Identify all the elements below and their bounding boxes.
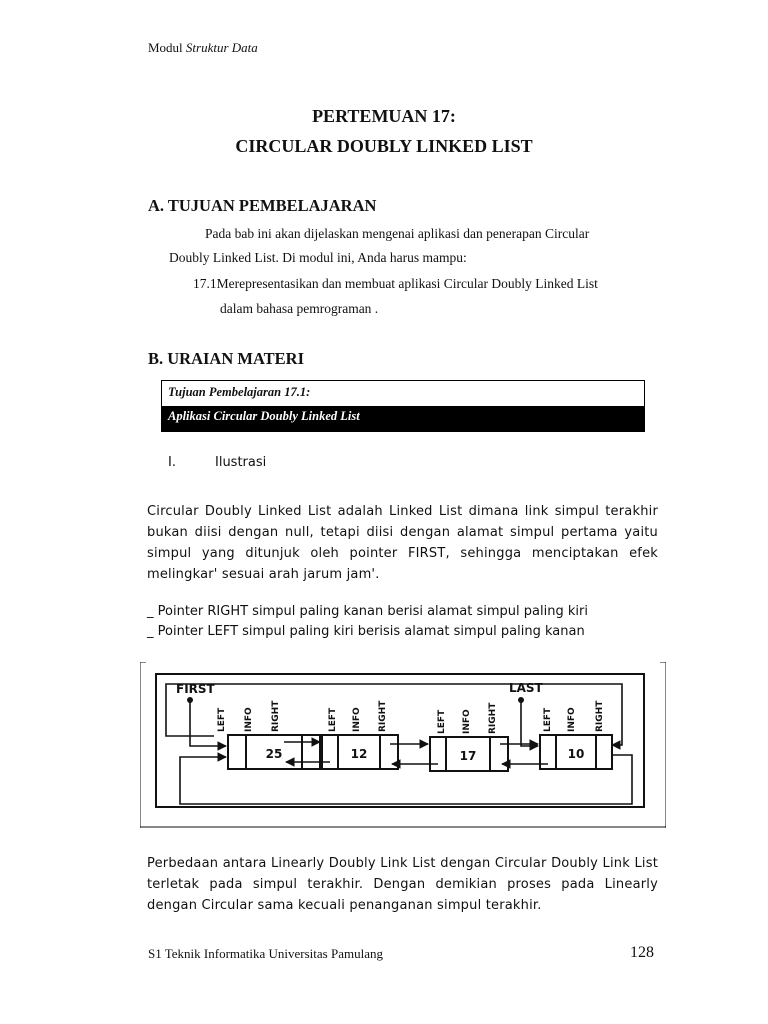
- section-a-line-1: Pada bab ini akan dijelaskan mengenai aplikasi dan penerapan Circular: [205, 226, 590, 241]
- illustration-number: I.: [168, 455, 176, 470]
- bullet-right-pointer: _ Pointer RIGHT simpul paling kanan berisi alamat simpul paling kiri: [147, 604, 588, 619]
- node-2-info-label: INFO: [352, 707, 362, 732]
- first-label: FIRST: [176, 682, 215, 696]
- node-3: [430, 702, 508, 771]
- node-1-right-label: RIGHT: [271, 700, 281, 732]
- node-4: [540, 700, 612, 769]
- section-a-line-2: Doubly Linked List. Di modul ini, Anda harus mampu:: [169, 250, 467, 265]
- node-1-left-label: LEFT: [217, 707, 227, 732]
- illustration-heading: Ilustrasi: [215, 455, 267, 470]
- paragraph-definition: Circular Doubly Linked List adalah Linked List dimana link simpul terakhir bukan diisi dengan null, tetapi diisi dengan alamat simpul pertama yaitu simpul yang ditunjuk oleh pointer FIRST, sehingga menciptakan efek melingkar' sesuai arah jarum jam'.: [147, 504, 658, 582]
- node-4-left-label: LEFT: [543, 707, 553, 732]
- node-3-right-label: RIGHT: [488, 702, 498, 734]
- objective-box-subtitle: Aplikasi Circular Doubly Linked List: [162, 406, 644, 431]
- node-2-value: 12: [350, 747, 368, 761]
- node-3-info-label: INFO: [462, 709, 472, 734]
- objective-box-title: Tujuan Pembelajaran 17.1:: [168, 385, 311, 399]
- node-2: [322, 700, 398, 769]
- section-a-objective-cont: dalam bahasa pemrograman .: [220, 301, 379, 316]
- section-a-heading: A. TUJUAN PEMBELAJARAN: [148, 196, 377, 215]
- node-1-info-label: INFO: [244, 707, 254, 732]
- node-1: [217, 700, 320, 769]
- bullet-left-pointer: _ Pointer LEFT simpul paling kiri berisis alamat simpul paling kanan: [147, 624, 585, 639]
- node-3-value: 17: [459, 749, 477, 763]
- node-4-info-label: INFO: [567, 707, 577, 732]
- header-italic: Struktur Data: [185, 40, 258, 55]
- last-label: LAST: [509, 681, 543, 695]
- paragraph-difference: Perbedaan antara Linearly Doubly Link List dengan Circular Doubly Link List terletak pada simpul terakhir. Dengan demikian proses pada Linearly dengan Circular sama kecuali penanganan simpul terakhir.: [147, 856, 658, 913]
- circular-doubly-linked-list-diagram: [140, 662, 666, 828]
- chapter-title: PERTEMUAN 17:: [312, 106, 456, 126]
- node-3-left-label: LEFT: [437, 709, 447, 734]
- node-4-right-label: RIGHT: [595, 700, 605, 732]
- page-number: 128: [630, 944, 654, 961]
- footer-institution: S1 Teknik Informatika Universitas Pamulang: [148, 946, 383, 961]
- node-2-right-label: RIGHT: [378, 700, 388, 732]
- node-4-value: 10: [567, 747, 585, 761]
- section-a-objective: 17.1Merepresentasikan dan membuat aplikasi Circular Doubly Linked List: [193, 276, 598, 291]
- section-b-heading: B. URAIAN MATERI: [148, 349, 304, 368]
- running-header: [148, 40, 258, 56]
- objective-box: [161, 380, 645, 432]
- header-prefix: Modul: [148, 40, 183, 55]
- node-1-value: 25: [265, 747, 283, 761]
- chapter-subtitle: CIRCULAR DOUBLY LINKED LIST: [235, 136, 533, 156]
- node-2-left-label: LEFT: [328, 707, 338, 732]
